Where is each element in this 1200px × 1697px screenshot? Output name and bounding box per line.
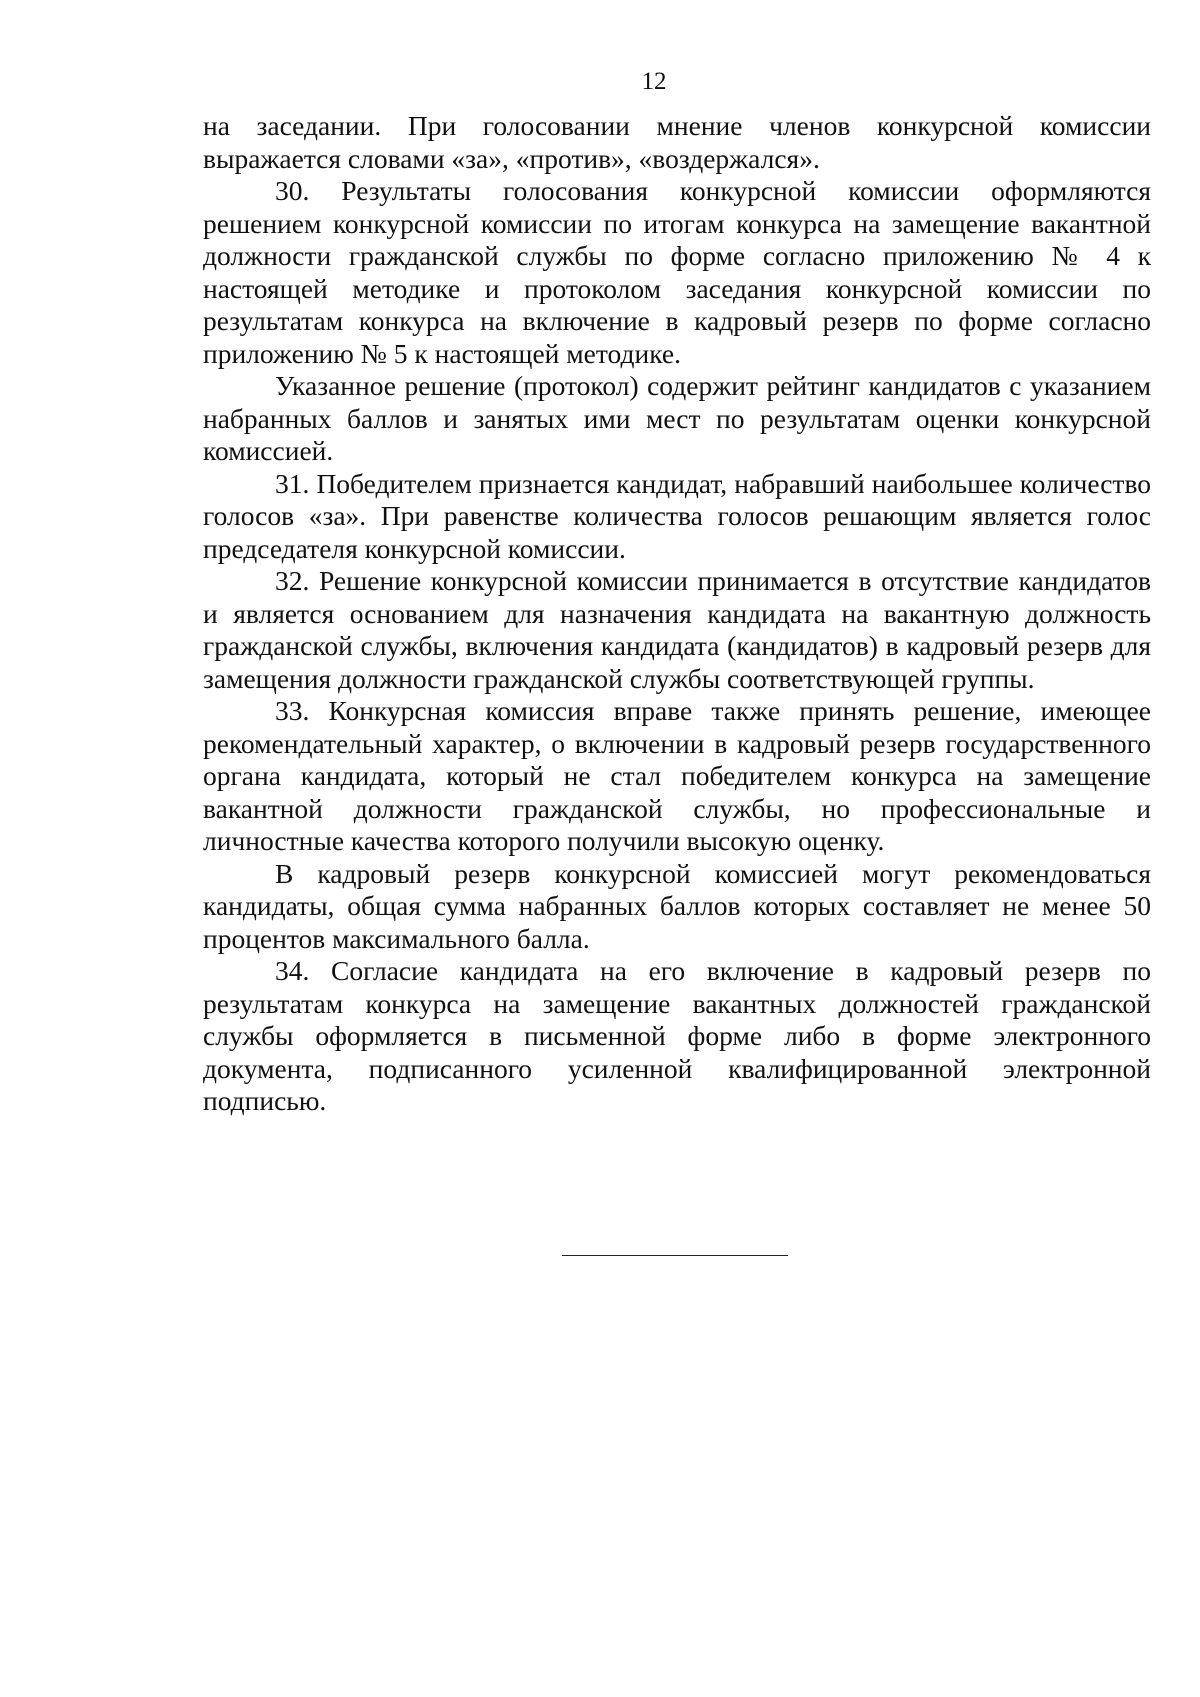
paragraph-item-34: 34. Согласие кандидата на его включение в кадровый резерв по результатам конкурса на замещение вакантных должностей гражданской службы оформляется в письменной форме либо в форме электронного документа, подписанного усиленной квалифицированной электронной подписью.: [203, 955, 1151, 1116]
page-number: 12: [641, 68, 667, 95]
paragraph-item-33-reserve: В кадровый резерв конкурсной комиссией могут рекомендоваться кандидаты, общая сумма набранных баллов которых составляет не менее 50 процентов максимального балла.: [203, 857, 1151, 954]
paragraph-item-31: 31. Победителем признается кандидат, набравший наибольшее количество голосов «за». При равенстве количества голосов решающим является голос председателя конкурсной комиссии.: [203, 467, 1151, 564]
paragraph-item-30-rating: Указанное решение (протокол) содержит рейтинг кандидатов с указанием набранных баллов и занятых ими мест по результатам оценки конкурсной комиссией.: [203, 370, 1151, 466]
paragraph-continuation: на заседании. При голосовании мнение членов конкурсной комиссии выражается словами «за», «против», «воздержался».: [203, 110, 1151, 174]
document-body: [203, 110, 1151, 1118]
paragraph-item-30: 30. Результаты голосования конкурсной комиссии оформляются решением конкурсной комиссии по итогам конкурса на замещение вакантной должности гражданской службы по форме согласно приложению № 4 к настоящей методике и протоколом заседания конкурсной комиссии по результатам конкурса на включение в кадровый резерв по форме согласно приложению № 5 к настоящей методике.: [203, 175, 1151, 369]
paragraph-item-32: 32. Решение конкурсной комиссии принимается в отсутствие кандидатов и является основанием для назначения кандидата на вакантную должность гражданской службы, включения кандидата (кандидатов) в кадровый резерв для замещения должности гражданской службы соответствующей группы.: [203, 565, 1151, 694]
closing-divider: [562, 1255, 788, 1256]
paragraph-item-33: 33. Конкурсная комиссия вправе также принять решение, имеющее рекомендательный характер, о включении в кадровый резерв государственного органа кандидата, который не стал победителем конкурса на замещение вакантной должности гражданской службы, но профессиональные и личностные качества которого получили высокую оценку.: [203, 695, 1151, 856]
